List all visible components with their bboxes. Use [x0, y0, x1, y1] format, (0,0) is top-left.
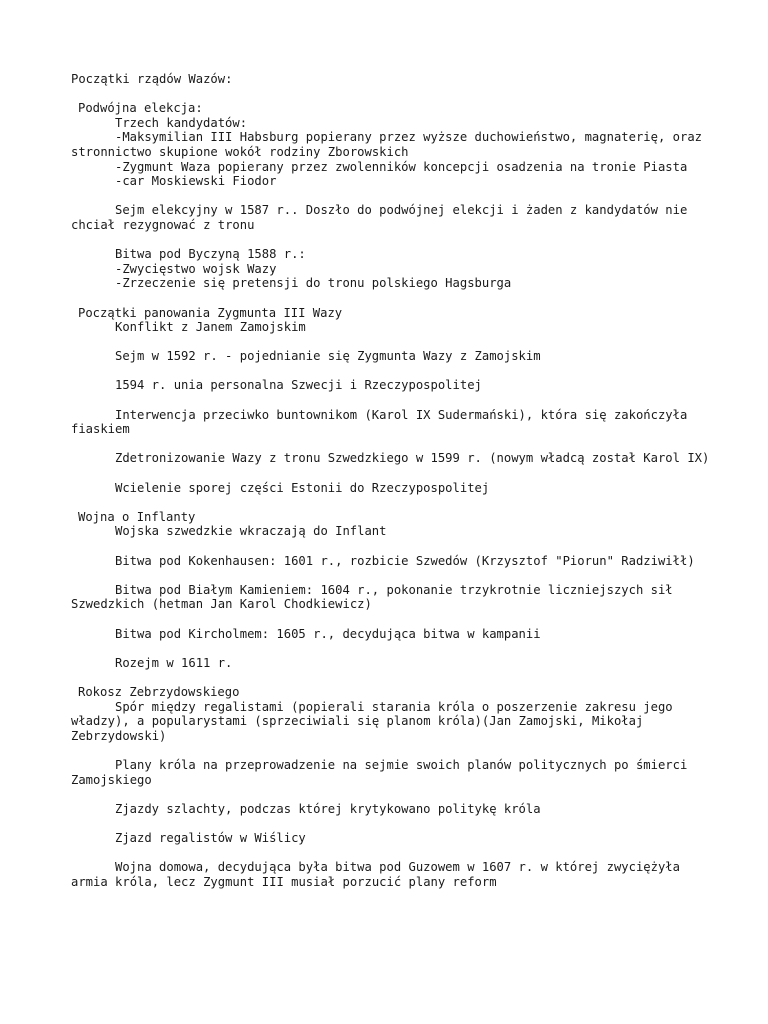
paragraph [71, 685, 711, 743]
paragraph-line: -Zygmunt Waza popierany przez zwolenników koncepcji osadzenia na tronie Piasta [115, 159, 688, 174]
paragraph [71, 802, 711, 817]
section-heading: Wojna o Inflanty [78, 509, 196, 524]
paragraph-line: Bitwa pod Kircholmem: 1605 r., decydująca bitwa w kampanii [115, 626, 541, 641]
paragraph-line: Trzech kandydatów: [115, 115, 248, 130]
section-heading: Rokosz Zebrzydowskiego [78, 684, 240, 699]
paragraph-line: Sejm w 1592 r. - pojednianie się Zygmunta Wazy z Zamojskim [115, 349, 541, 364]
paragraph-line: Bitwa pod Kokenhausen: 1601 r., rozbicie Szwedów (Krzysztof "Piorun" Radziwiłł) [115, 553, 695, 568]
paragraph-line: Rozejm w 1611 r. [115, 655, 233, 670]
paragraph [71, 203, 711, 232]
paragraph-line: -Zwycięstwo wojsk Wazy [115, 261, 277, 276]
paragraph [71, 408, 711, 437]
document-title: Początki rządów Wazów: [71, 72, 233, 86]
paragraph-line: Zjazdy szlachty, podczas której krytykowano politykę króla [115, 801, 541, 816]
paragraph-line: Bitwa pod Byczyną 1588 r.: [115, 247, 306, 262]
section [71, 510, 711, 671]
paragraph [71, 510, 711, 539]
section-heading: Początki panowania Zygmunta III Wazy [78, 305, 343, 320]
paragraph [71, 860, 711, 889]
paragraph-line: 1594 r. unia personalna Szwecji i Rzeczypospolitej [115, 378, 482, 393]
paragraph-line: Spór między regalistami (popierali starania króla o poszerzenie zakresu jego władzy), a popularystami (sprzeciwiali się planom króla)(Jan Zamojski, Mikołaj Zebrzydowski) [71, 699, 680, 743]
paragraph-line: Wojska szwedzkie wkraczają do Inflant [115, 524, 387, 539]
section [71, 101, 711, 291]
section-heading: Podwójna elekcja: [78, 101, 203, 116]
paragraph [71, 101, 711, 189]
paragraph-line: Wcielenie sporej części Estonii do Rzeczypospolitej [115, 480, 490, 495]
paragraph-line: Bitwa pod Białym Kamieniem: 1604 r., pokonanie trzykrotnie liczniejszych sił Szwedzkich (hetman Jan Karol Chodkiewicz) [71, 582, 680, 612]
section [71, 685, 711, 889]
paragraph-line: Plany króla na przeprowadzenie na sejmie swoich planów politycznych po śmierci Zamojskiego [71, 757, 695, 787]
paragraph-line: Konflikt z Janem Zamojskim [115, 320, 306, 335]
paragraph [71, 583, 711, 612]
paragraph [71, 306, 711, 335]
document-title-block [71, 72, 711, 87]
paragraph-line: Interwencja przeciwko buntownikom (Karol IX Sudermański), która się zakończyła fiaskiem [71, 407, 695, 437]
paragraph [71, 656, 711, 671]
paragraph [71, 627, 711, 642]
document-body [71, 72, 711, 904]
paragraph-line: Wojna domowa, decydująca była bitwa pod Guzowem w 1607 r. w której zwyciężyła armia króla, lecz Zygmunt III musiał porzucić plany reform [71, 860, 688, 889]
paragraph [71, 758, 711, 787]
paragraph [71, 481, 711, 496]
paragraph-line: Sejm elekcyjny w 1587 r.. Doszło do podwójnej elekcji i żaden z kandydatów nie chciał rezygnować z tronu [71, 203, 695, 232]
paragraph [71, 451, 711, 466]
paragraph [71, 831, 711, 846]
paragraph [71, 378, 711, 393]
paragraph-line: Zdetronizowanie Wazy z tronu Szwedzkiego w 1599 r. (nowym władcą został Karol IX) [115, 451, 710, 466]
paragraph [71, 349, 711, 364]
sections [71, 101, 711, 889]
paragraph-line: -car Moskiewski Fiodor [115, 174, 277, 189]
paragraph-line: Zjazd regalistów w Wiślicy [115, 830, 306, 845]
paragraph-line: -Zrzeczenie się pretensji do tronu polskiego Hagsburga [115, 276, 512, 291]
section [71, 306, 711, 496]
paragraph-line: -Maksymilian III Habsburg popierany przez wyższe duchowieństwo, magnaterię, oraz stronnictwo skupione wokół rodziny Zborowskich [71, 130, 710, 159]
paragraph [71, 247, 711, 291]
paragraph [71, 554, 711, 569]
